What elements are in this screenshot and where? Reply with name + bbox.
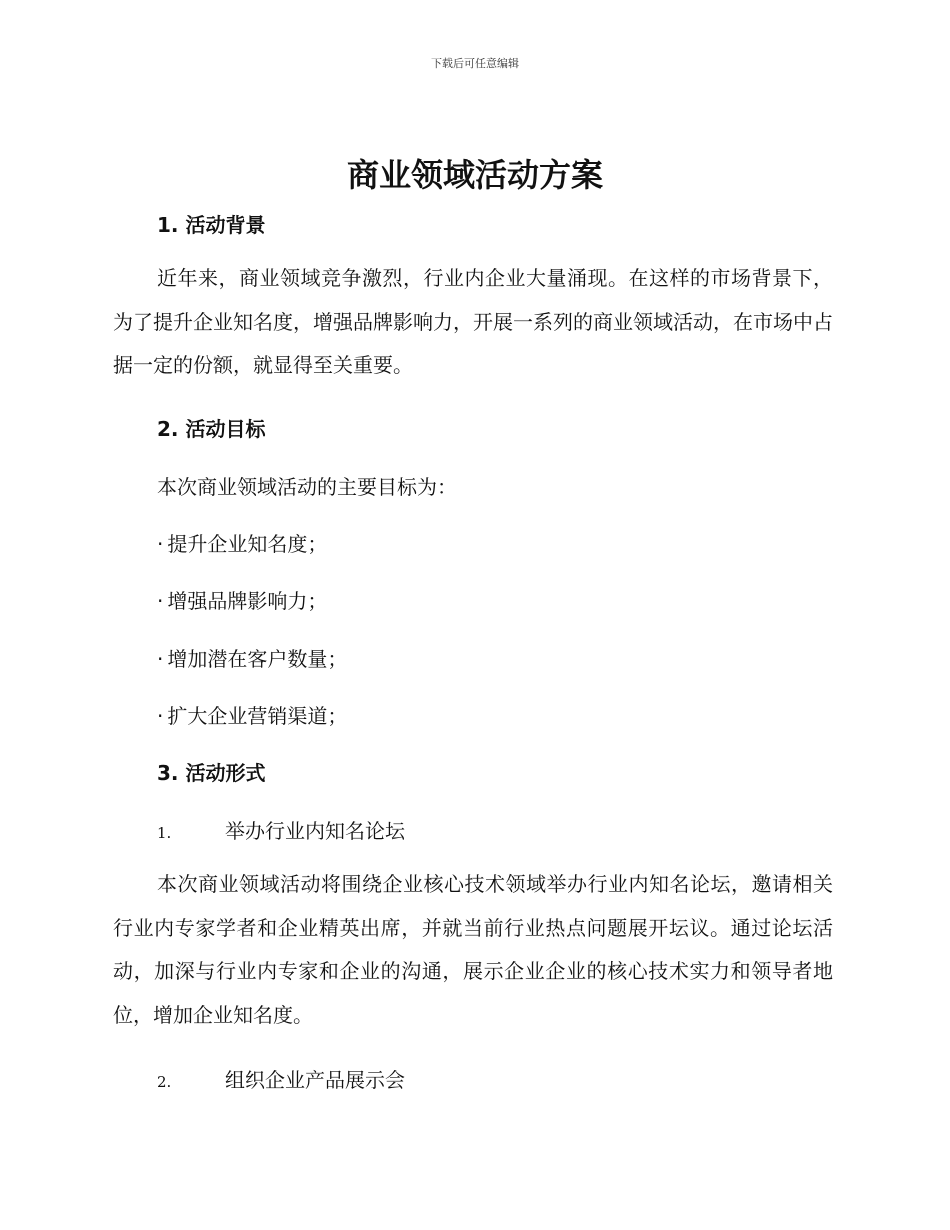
goal-item-text: 扩大企业营销渠道；	[167, 704, 348, 728]
form-item-title	[157, 815, 405, 844]
goal-item-text: 增强品牌影响力；	[167, 589, 328, 613]
form-item-title-text: 组织企业产品展示会	[225, 1068, 405, 1092]
goal-item-text: 提升企业知名度；	[167, 532, 328, 556]
form-item-title-text: 举办行业内知名论坛	[225, 819, 405, 843]
goal-item-text: 增加潜在客户数量；	[167, 647, 348, 671]
goal-item	[157, 643, 347, 672]
header-note: 下载后可任意编辑	[431, 57, 519, 70]
bullet-icon: ·	[157, 532, 164, 556]
background-paragraph: 近年来，商业领域竞争激烈，行业内企业大量涌现。在这样的市场背景下，为了提升企业知名度，增强品牌影响力，开展一系列的商业领域活动，在市场中占据一定的份额，就显得至关重要。	[113, 266, 833, 377]
document-title: 商业领域活动方案	[346, 156, 603, 194]
section-heading-background: 1. 活动背景	[157, 213, 266, 237]
bullet-icon: ·	[157, 704, 164, 728]
goal-item	[157, 528, 327, 557]
goal-item	[157, 585, 327, 614]
form-item-number: 2.	[157, 1073, 172, 1091]
section-heading-forms: 3. 活动形式	[157, 761, 266, 785]
form-item-title	[157, 1064, 405, 1093]
form-item-number: 1.	[157, 824, 172, 842]
form-item-paragraph: 本次商业领域活动将围绕企业核心技术领域举办行业内知名论坛，邀请相关行业内专家学者和企业精英出席，并就当前行业热点问题展开坛议。通过论坛活动，加深与行业内专家和企业的沟通，展示企业企业的核心技术实力和领导者地位，增加企业知名度。	[113, 872, 833, 1027]
section-heading-goals: 2. 活动目标	[157, 417, 266, 441]
bullet-icon: ·	[157, 647, 164, 671]
goal-item	[157, 700, 347, 729]
bullet-icon: ·	[157, 589, 164, 613]
goals-intro: 本次商业领域活动的主要目标为：	[157, 475, 457, 499]
